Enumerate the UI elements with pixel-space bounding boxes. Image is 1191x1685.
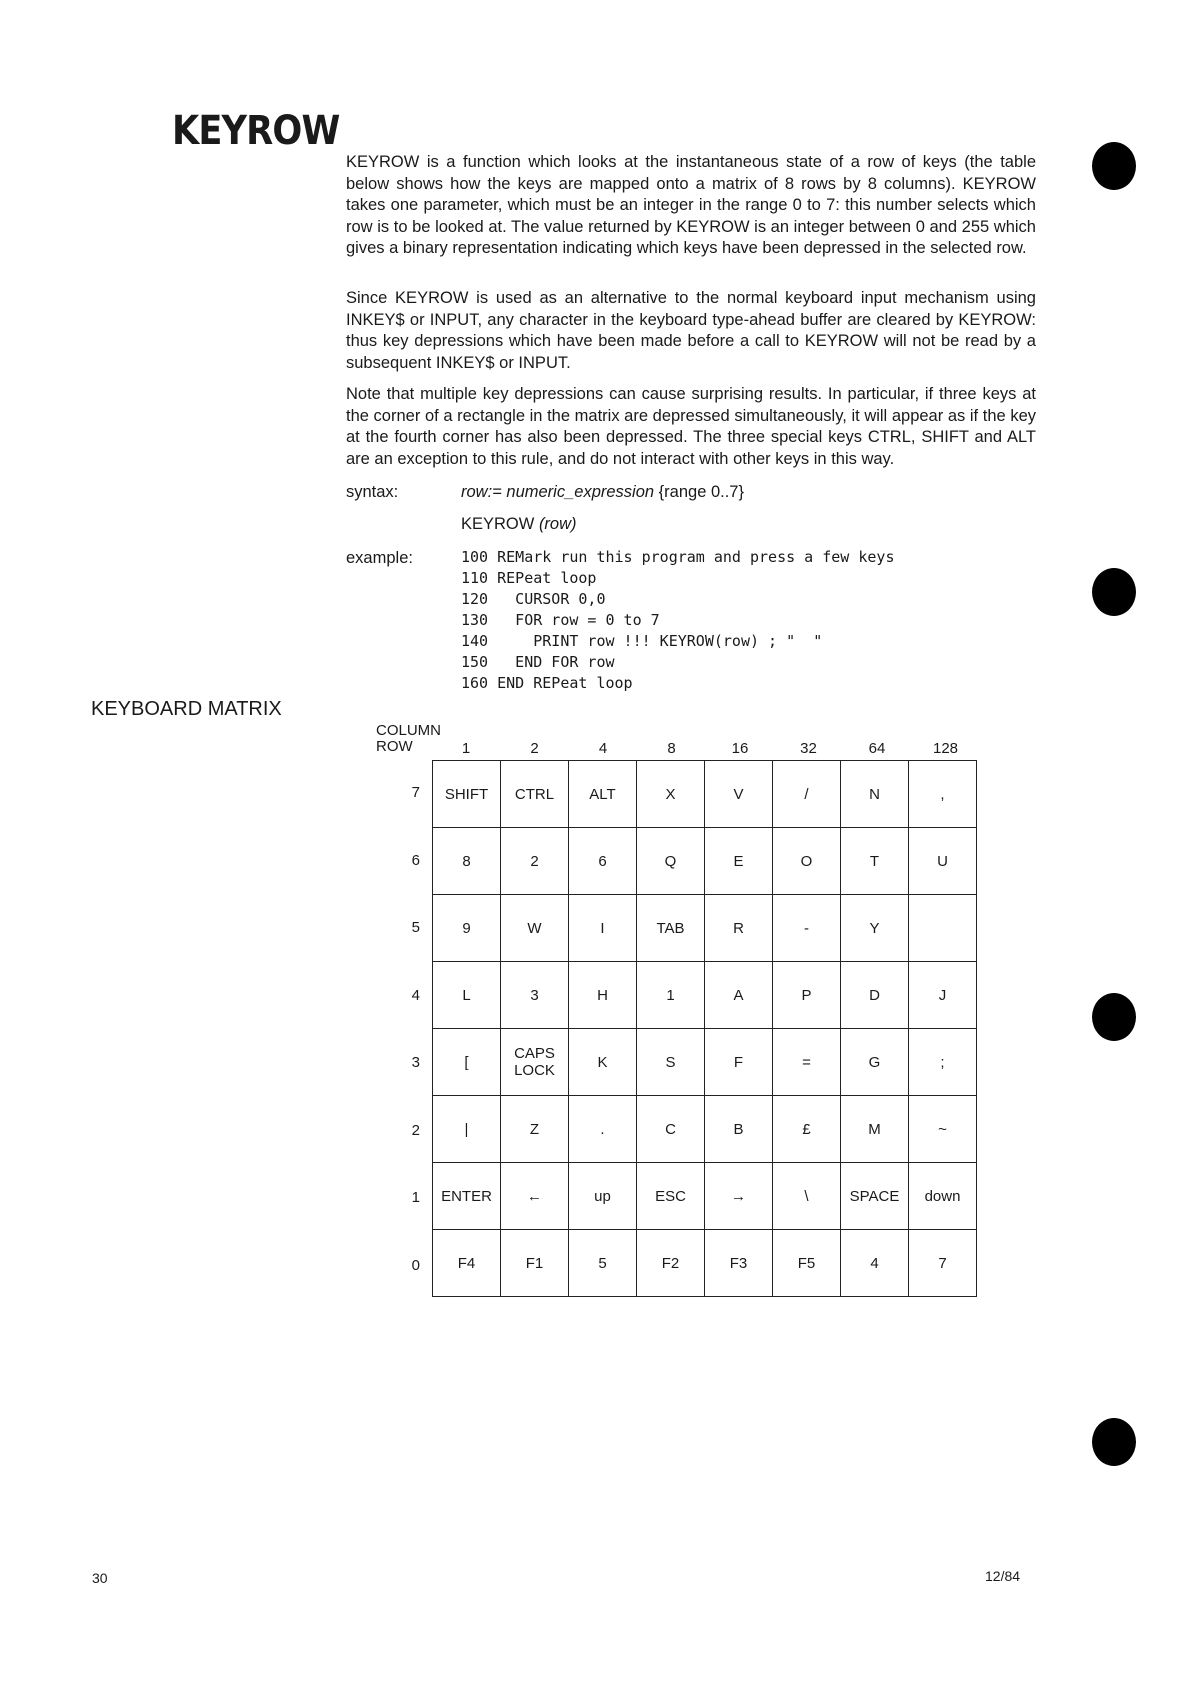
syntax-lhs: row:= <box>461 483 502 501</box>
column-number: 64 <box>868 740 886 757</box>
matrix-row <box>433 1029 977 1096</box>
matrix-key-cell: O <box>773 828 841 895</box>
matrix-key-cell: , <box>909 761 977 828</box>
matrix-key-cell: F1 <box>501 1230 569 1297</box>
matrix-key-cell: F4 <box>433 1230 501 1297</box>
syntax-expression: numeric_expression <box>506 483 655 501</box>
matrix-key-cell: \ <box>773 1163 841 1230</box>
matrix-row <box>433 1230 977 1297</box>
matrix-key-cell: [ <box>433 1029 501 1096</box>
syntax-definition <box>461 483 744 502</box>
matrix-key-cell: ESC <box>637 1163 705 1230</box>
page-date: 12/84 <box>985 1568 1021 1584</box>
column-number: 4 <box>598 740 608 757</box>
matrix-key-cell: E <box>705 828 773 895</box>
matrix-key-cell: - <box>773 895 841 962</box>
matrix-key-cell: I <box>569 895 637 962</box>
matrix-key-cell: X <box>637 761 705 828</box>
matrix-row <box>433 1096 977 1163</box>
row-number: 6 <box>411 851 420 869</box>
row-number: 0 <box>411 1256 420 1274</box>
syntax-call <box>461 515 577 534</box>
intro-paragraph: KEYROW is a function which looks at the instantaneous state of a row of keys (the table below shows how the keys are mapped onto a matrix of 8 rows by 8 columns). KEYROW takes one parameter, which must be an integer in the range 0 to 7: this number selects which row is to be looked at. The value returned by KEYROW is an integer between 0 and 255 which gives a binary representation indicating which keys have been depressed in the selected row. <box>346 153 1036 257</box>
column-number: 1 <box>461 740 471 757</box>
matrix-key-cell: F3 <box>705 1230 773 1297</box>
row-number: 5 <box>411 919 420 936</box>
matrix-key-cell: J <box>909 962 977 1029</box>
row-number: 3 <box>411 1054 420 1071</box>
example-code: 100 REMark run this program and press a few keys 110 REPeat loop 120 CURSOR 0,0 130 FOR row = 0 to 7 140 PRINT row !!! KEYROW(row) ; " " 150 END FOR row 160 END REPeat loop <box>461 548 895 692</box>
column-label: COLUMN <box>376 722 442 739</box>
matrix-key-cell: SPACE <box>841 1163 909 1230</box>
row-number: 7 <box>411 784 420 801</box>
binder-hole-icon <box>1092 993 1136 1041</box>
matrix-key-cell: K <box>569 1029 637 1096</box>
matrix-key-cell: / <box>773 761 841 828</box>
matrix-key-cell: £ <box>773 1096 841 1163</box>
matrix-key-cell: ; <box>909 1029 977 1096</box>
syntax-call-arg: (row) <box>538 515 577 533</box>
matrix-key-cell: 6 <box>569 828 637 895</box>
section-heading: KEYBOARD MATRIX <box>91 698 282 720</box>
matrix-row <box>433 895 977 962</box>
matrix-row <box>433 962 977 1029</box>
inkey-paragraph: Since KEYROW is used as an alternative to the normal keyboard input mechanism using INKEY$ or INPUT, any character in the keyboard type-ahead buffer are cleared by KEYROW: thus key depressions which have been made before a call to KEYROW will not be read by a subsequent INKEY$ or INPUT. <box>346 289 1036 372</box>
matrix-row <box>433 828 977 895</box>
matrix-key-cell: 1 <box>637 962 705 1029</box>
column-number: 2 <box>530 740 539 757</box>
matrix-key-cell: down <box>909 1163 977 1230</box>
matrix-key-cell: F5 <box>773 1230 841 1297</box>
row-label: ROW <box>376 738 413 755</box>
matrix-key-cell: M <box>841 1096 909 1163</box>
matrix-key-cell: N <box>841 761 909 828</box>
matrix-key-cell: G <box>841 1029 909 1096</box>
matrix-key-cell: 3 <box>501 962 569 1029</box>
matrix-key-cell: ← <box>501 1163 569 1230</box>
matrix-key-cell: 2 <box>501 828 569 895</box>
matrix-key-cell: TAB <box>637 895 705 962</box>
matrix-key-cell: F2 <box>637 1230 705 1297</box>
example-label: example: <box>346 549 413 567</box>
matrix-key-cell: up <box>569 1163 637 1230</box>
matrix-key-cell: 8 <box>433 828 501 895</box>
matrix-key-cell: = <box>773 1029 841 1096</box>
keyboard-matrix-table <box>432 760 977 1297</box>
matrix-key-cell: A <box>705 962 773 1029</box>
matrix-key-cell: P <box>773 962 841 1029</box>
column-number: 16 <box>731 740 749 757</box>
matrix-row <box>433 1163 977 1230</box>
column-number: 128 <box>932 740 959 757</box>
matrix-key-cell: | <box>433 1096 501 1163</box>
matrix-key-cell: U <box>909 828 977 895</box>
matrix-key-cell: 4 <box>841 1230 909 1297</box>
binder-hole-icon <box>1092 1418 1136 1466</box>
matrix-key-cell: SHIFT <box>433 761 501 828</box>
syntax-call-name: KEYROW <box>461 515 535 533</box>
matrix-key-cell: B <box>705 1096 773 1163</box>
matrix-key-cell: 5 <box>569 1230 637 1297</box>
syntax-range: {range 0..7} <box>658 483 744 501</box>
column-number: 8 <box>667 740 676 757</box>
matrix-key-cell: 7 <box>909 1230 977 1297</box>
matrix-key-cell: W <box>501 895 569 962</box>
matrix-key-cell: → <box>705 1163 773 1230</box>
matrix-key-cell: CTRL <box>501 761 569 828</box>
binder-hole-icon <box>1092 142 1136 190</box>
matrix-key-cell: ENTER <box>433 1163 501 1230</box>
matrix-key-cell <box>909 895 977 962</box>
matrix-row <box>433 761 977 828</box>
matrix-key-cell: T <box>841 828 909 895</box>
column-number: 32 <box>800 740 817 757</box>
matrix-key-cell: Y <box>841 895 909 962</box>
page-title: KEYROW <box>172 108 340 154</box>
matrix-key-cell: ~ <box>909 1096 977 1163</box>
matrix-key-cell: L <box>433 962 501 1029</box>
matrix-key-cell: R <box>705 895 773 962</box>
page-number: 30 <box>92 1570 108 1586</box>
matrix-key-cell: . <box>569 1096 637 1163</box>
matrix-key-cell: S <box>637 1029 705 1096</box>
row-number: 2 <box>411 1121 420 1139</box>
note-paragraph: Note that multiple key depressions can cause surprising results. In particular, if three keys at the corner of a rectangle in the matrix are depressed simultaneously, it will appear as if the key at the fourth corner has also been depressed. The three special keys CTRL, SHIFT and ALT are an exception to this rule, and do not interact with other keys in this way. <box>346 385 1036 468</box>
matrix-key-cell: Z <box>501 1096 569 1163</box>
matrix-key-cell: ALT <box>569 761 637 828</box>
matrix-key-cell: D <box>841 962 909 1029</box>
row-number: 1 <box>411 1189 420 1206</box>
binder-hole-icon <box>1092 568 1136 616</box>
matrix-key-cell: C <box>637 1096 705 1163</box>
row-number: 4 <box>411 986 420 1004</box>
matrix-key-cell: CAPS LOCK <box>501 1029 569 1096</box>
syntax-label: syntax: <box>346 483 399 501</box>
matrix-key-cell: F <box>705 1029 773 1096</box>
matrix-key-cell: V <box>705 761 773 828</box>
matrix-key-cell: H <box>569 962 637 1029</box>
matrix-key-cell: Q <box>637 828 705 895</box>
matrix-key-cell: 9 <box>433 895 501 962</box>
